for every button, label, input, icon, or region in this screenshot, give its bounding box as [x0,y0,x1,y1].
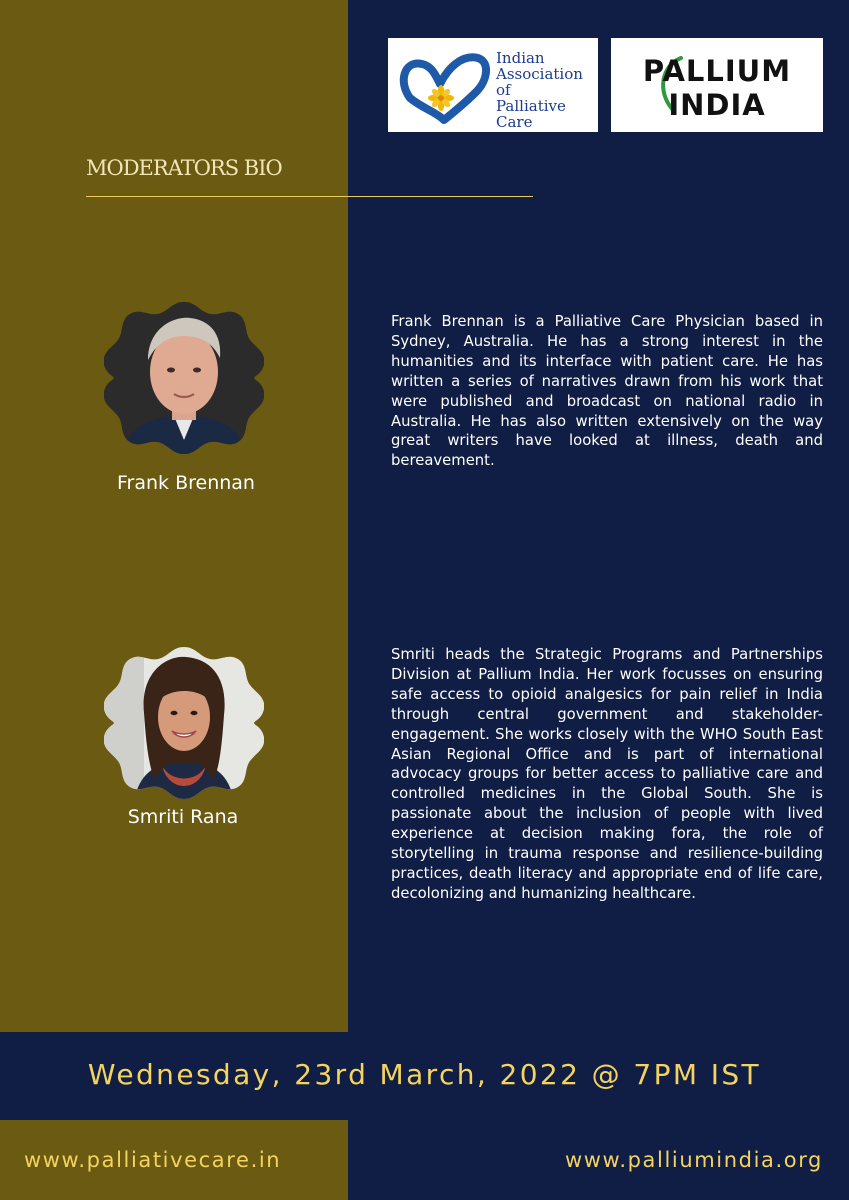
moderator-bio-smriti: Smriti heads the Strategic Programs and Partnerships Division at Pallium India. Her work focusses on ensuring safe access to opioid analgesics for pain relief in India through central government and stakeholder-engagement. She works closely with the WHO South East Asian Regional Office and is part of international advocacy groups for better access to palliative care and controlled medicines in the Global South. She is passionate about the inclusion of people with lived experience at decision making fora, the role of storytelling in trauma response and resilience-building practices, death literacy and appropriate end of life care, decolonizing and humanizing healthcare. [391,646,823,902]
pallium-logo-line1: PALLIUM [642,54,792,88]
website-link-palliativecare[interactable]: www.palliativecare.in [24,1148,282,1172]
frank-brennan-photo [104,298,264,458]
heart-flower-icon [396,46,492,126]
website-link-palliumindia[interactable]: www.palliumindia.org [564,1148,823,1172]
iapc-logo-text: Indian Association of Palliative Care [496,49,583,131]
pallium-india-logo [611,38,823,132]
section-title: MODERATORS BIO [86,156,282,180]
moderator-bio-frank: Frank Brennan is a Palliative Care Physician based in Sydney, Australia. He has a strong interest in the humanities and its interface with patient care. He has written a series of narratives drawn from his work that were published and broadcast on national radio in Australia. He has also written extensively on the way great writers have looked at illness, death and bereavement. [391,313,823,470]
moderator-name-smriti: Smriti Rana [127,806,239,828]
smriti-rana-photo [104,643,264,803]
moderator-name-frank: Frank Brennan [117,472,255,494]
iapc-logo [388,38,598,132]
event-date: Wednesday, 23rd March, 2022 @ 7PM IST [87,1058,762,1091]
title-divider [86,196,533,197]
pallium-logo-line2: INDIA [668,88,766,122]
left-panel [0,0,348,1032]
